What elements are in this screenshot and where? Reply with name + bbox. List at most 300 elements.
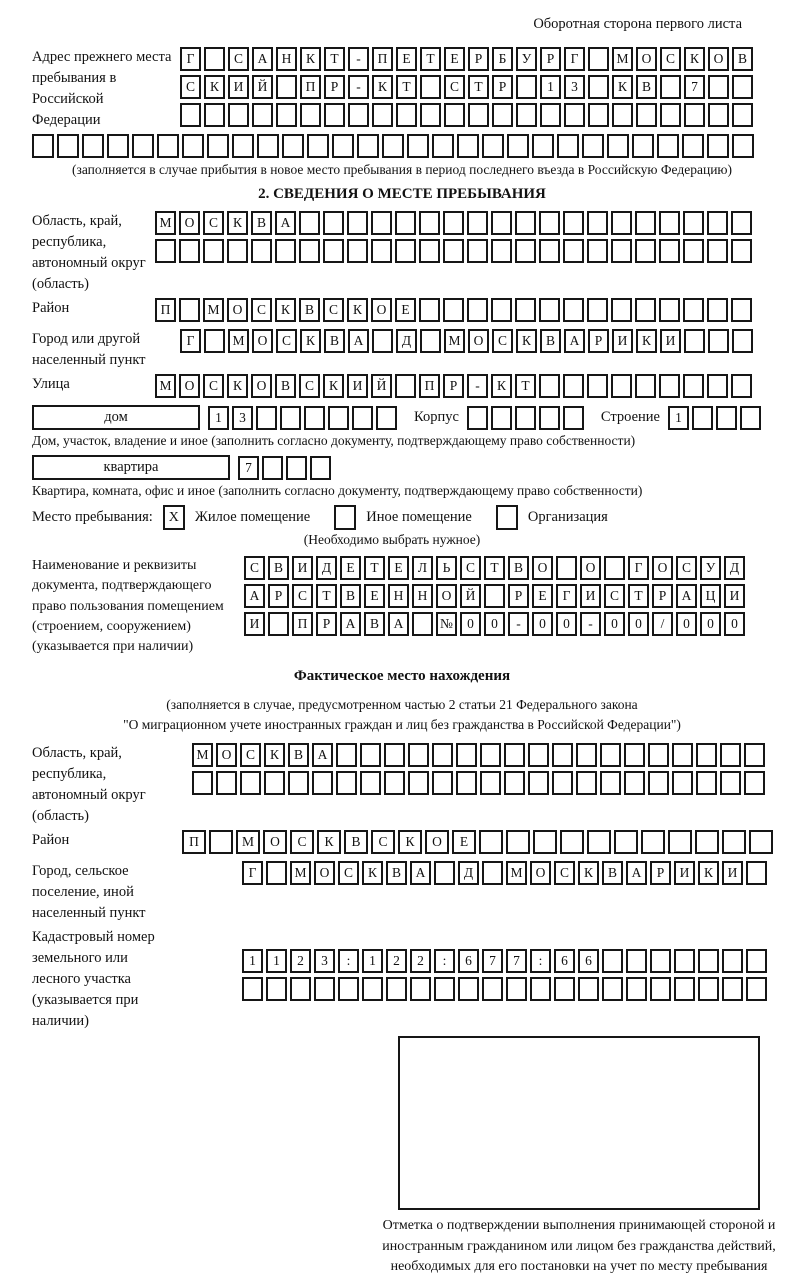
char-cell bbox=[240, 771, 261, 795]
char-cell bbox=[82, 134, 104, 158]
char-cell bbox=[607, 134, 629, 158]
gorod-field bbox=[32, 329, 772, 371]
char-cell bbox=[668, 830, 692, 854]
char-cell: М bbox=[236, 830, 260, 854]
char-cell: Р bbox=[443, 374, 464, 398]
char-cell bbox=[207, 134, 229, 158]
char-cell bbox=[467, 211, 488, 235]
char-cell bbox=[443, 239, 464, 263]
char-cell: В bbox=[732, 47, 753, 71]
char-cell bbox=[276, 75, 297, 99]
char-cell bbox=[587, 211, 608, 235]
char-cell bbox=[732, 103, 753, 127]
prev-address-grid-row-1 bbox=[180, 47, 772, 71]
section2-title: 2. СВЕДЕНИЯ О МЕСТЕ ПРЕБЫВАНИЯ bbox=[258, 186, 546, 203]
char-cell bbox=[371, 239, 392, 263]
char-cell bbox=[203, 239, 224, 263]
char-cell: К bbox=[362, 861, 383, 885]
char-cell bbox=[352, 406, 373, 430]
char-cell bbox=[312, 771, 333, 795]
char-cell: Р bbox=[492, 75, 513, 99]
char-cell: О bbox=[179, 374, 200, 398]
char-cell bbox=[132, 134, 154, 158]
char-cell: Т bbox=[316, 584, 337, 608]
char-cell: С bbox=[660, 47, 681, 71]
char-cell: О bbox=[530, 861, 551, 885]
char-cell bbox=[576, 771, 597, 795]
dom-row bbox=[32, 405, 772, 430]
char-cell bbox=[659, 298, 680, 322]
char-cell bbox=[467, 406, 488, 430]
char-cell bbox=[338, 977, 359, 1001]
char-cell: С bbox=[290, 830, 314, 854]
char-cell: 1 bbox=[266, 949, 287, 973]
char-cell bbox=[578, 977, 599, 1001]
char-cell: О bbox=[179, 211, 200, 235]
oblast-field bbox=[32, 211, 772, 295]
char-cell: К bbox=[372, 75, 393, 99]
char-cell bbox=[611, 211, 632, 235]
char-cell bbox=[684, 103, 705, 127]
char-cell bbox=[635, 211, 656, 235]
char-cell bbox=[347, 211, 368, 235]
char-cell bbox=[744, 743, 765, 767]
char-cell: 6 bbox=[458, 949, 479, 973]
char-cell: К bbox=[684, 47, 705, 71]
char-cell bbox=[443, 211, 464, 235]
char-cell: Д bbox=[458, 861, 479, 885]
char-cell bbox=[480, 771, 501, 795]
zhiloe-checkbox: X bbox=[163, 505, 185, 530]
char-cell bbox=[740, 406, 761, 430]
char-cell bbox=[432, 743, 453, 767]
char-cell: Е bbox=[340, 556, 361, 580]
stamp-caption: Отметка о подтверждении выполнения принимающей стороной и иностранным гражданином или лицом без гражданства действий, необходимых для его постановки на учет по месту пребывания bbox=[382, 1218, 776, 1274]
kvartira-grid bbox=[238, 456, 334, 480]
char-cell bbox=[612, 103, 633, 127]
char-cell: Б bbox=[492, 47, 513, 71]
char-cell bbox=[563, 374, 584, 398]
char-cell: П bbox=[292, 612, 313, 636]
char-cell: 0 bbox=[604, 612, 625, 636]
char-cell: 0 bbox=[628, 612, 649, 636]
kvartira-row bbox=[32, 455, 772, 480]
char-cell: Е bbox=[395, 298, 416, 322]
dom-grid bbox=[208, 406, 400, 430]
char-cell bbox=[491, 239, 512, 263]
char-cell: К bbox=[227, 374, 248, 398]
korpus-grid bbox=[467, 406, 587, 430]
char-cell bbox=[746, 949, 767, 973]
stroenie-label: Строение bbox=[600, 409, 660, 426]
char-cell bbox=[744, 771, 765, 795]
char-cell bbox=[324, 103, 345, 127]
char-cell bbox=[504, 743, 525, 767]
char-cell bbox=[600, 771, 621, 795]
ulitsa-field bbox=[32, 374, 772, 402]
char-cell: А bbox=[564, 329, 585, 353]
char-cell bbox=[491, 406, 512, 430]
char-cell: 0 bbox=[532, 612, 553, 636]
char-cell: И bbox=[228, 75, 249, 99]
kvartira-caption: Квартира, комната, офис и иное (заполнить согласно документу, подтверждающему право собственности) bbox=[32, 483, 643, 499]
char-cell bbox=[484, 584, 505, 608]
char-cell bbox=[408, 771, 429, 795]
char-cell bbox=[587, 239, 608, 263]
char-cell bbox=[587, 830, 611, 854]
char-cell bbox=[708, 75, 729, 99]
char-cell: Р bbox=[316, 612, 337, 636]
char-cell: К bbox=[398, 830, 422, 854]
char-cell bbox=[722, 949, 743, 973]
char-cell: Г bbox=[242, 861, 263, 885]
char-cell bbox=[515, 298, 536, 322]
dom-caption: Дом, участок, владение и иное (заполнить согласно документу, подтверждающему право собственности) bbox=[32, 433, 636, 449]
char-cell: В bbox=[540, 329, 561, 353]
char-cell bbox=[434, 977, 455, 1001]
char-cell bbox=[600, 743, 621, 767]
char-cell bbox=[626, 977, 647, 1001]
char-cell bbox=[376, 406, 397, 430]
char-cell bbox=[467, 239, 488, 263]
char-cell: 6 bbox=[578, 949, 599, 973]
char-cell bbox=[626, 949, 647, 973]
factual-raion-field bbox=[32, 830, 772, 858]
char-cell: Р bbox=[540, 47, 561, 71]
char-cell: К bbox=[227, 211, 248, 235]
char-cell: 3 bbox=[564, 75, 585, 99]
char-cell bbox=[300, 103, 321, 127]
char-cell bbox=[492, 103, 513, 127]
char-cell: В bbox=[602, 861, 623, 885]
char-cell bbox=[468, 103, 489, 127]
char-cell bbox=[458, 977, 479, 1001]
char-cell: 0 bbox=[676, 612, 697, 636]
char-cell bbox=[731, 239, 752, 263]
char-cell: Р bbox=[508, 584, 529, 608]
char-cell: : bbox=[338, 949, 359, 973]
char-cell: В bbox=[275, 374, 296, 398]
char-cell bbox=[539, 374, 560, 398]
char-cell: Т bbox=[420, 47, 441, 71]
document-label: Наименование и реквизиты документа, подтверждающего право пользования помещением (строением, сооружением) (указывается при наличии) bbox=[32, 558, 224, 655]
char-cell bbox=[648, 771, 669, 795]
char-cell: М bbox=[192, 743, 213, 767]
char-cell bbox=[504, 771, 525, 795]
char-cell: 1 bbox=[540, 75, 561, 99]
char-cell bbox=[482, 977, 503, 1001]
char-cell: С bbox=[251, 298, 272, 322]
char-cell: В bbox=[299, 298, 320, 322]
organizatsiya-label: Организация bbox=[527, 509, 608, 526]
char-cell: А bbox=[244, 584, 265, 608]
char-cell: - bbox=[348, 47, 369, 71]
char-cell bbox=[362, 977, 383, 1001]
char-cell: 7 bbox=[238, 456, 259, 480]
char-cell: К bbox=[300, 329, 321, 353]
factual-kadastr-grid-row-1 bbox=[242, 949, 772, 973]
char-cell: Д bbox=[724, 556, 745, 580]
char-cell: А bbox=[340, 612, 361, 636]
char-cell bbox=[456, 771, 477, 795]
prev-address-grid-row-4 bbox=[32, 134, 772, 158]
stamp-area bbox=[398, 1036, 760, 1210]
char-cell: Е bbox=[364, 584, 385, 608]
char-cell bbox=[395, 239, 416, 263]
char-cell bbox=[467, 298, 488, 322]
char-cell bbox=[683, 211, 704, 235]
char-cell bbox=[251, 239, 272, 263]
char-cell bbox=[683, 298, 704, 322]
char-cell bbox=[232, 134, 254, 158]
char-cell: 2 bbox=[290, 949, 311, 973]
prev-address-label: Адрес прежнего места пребывания в Российской Федерации bbox=[32, 49, 172, 129]
char-cell: 3 bbox=[314, 949, 335, 973]
char-cell bbox=[257, 134, 279, 158]
char-cell: К bbox=[578, 861, 599, 885]
char-cell bbox=[614, 830, 638, 854]
char-cell: У bbox=[516, 47, 537, 71]
char-cell: С bbox=[371, 830, 395, 854]
char-cell bbox=[419, 239, 440, 263]
char-cell bbox=[560, 830, 584, 854]
char-cell: Т bbox=[396, 75, 417, 99]
char-cell: Ц bbox=[700, 584, 721, 608]
char-cell bbox=[304, 406, 325, 430]
char-cell: П bbox=[182, 830, 206, 854]
char-cell bbox=[204, 329, 225, 353]
char-cell bbox=[746, 977, 767, 1001]
char-cell bbox=[707, 374, 728, 398]
char-cell bbox=[328, 406, 349, 430]
char-cell bbox=[515, 211, 536, 235]
char-cell bbox=[576, 743, 597, 767]
char-cell bbox=[552, 771, 573, 795]
char-cell: № bbox=[436, 612, 457, 636]
char-cell: К bbox=[317, 830, 341, 854]
char-cell bbox=[182, 134, 204, 158]
header-note: Оборотная сторона первого листа bbox=[533, 16, 742, 32]
char-cell: С bbox=[338, 861, 359, 885]
char-cell: О bbox=[227, 298, 248, 322]
char-cell: О bbox=[314, 861, 335, 885]
char-cell bbox=[624, 771, 645, 795]
document-grid-row-1 bbox=[244, 556, 772, 580]
char-cell: О bbox=[251, 374, 272, 398]
char-cell bbox=[290, 977, 311, 1001]
char-cell: Е bbox=[532, 584, 553, 608]
char-cell: 0 bbox=[556, 612, 577, 636]
char-cell: - bbox=[348, 75, 369, 99]
char-cell: О bbox=[468, 329, 489, 353]
char-cell bbox=[216, 771, 237, 795]
char-cell: А bbox=[252, 47, 273, 71]
char-cell bbox=[443, 298, 464, 322]
ulitsa-label: Улица bbox=[32, 376, 70, 393]
char-cell bbox=[419, 211, 440, 235]
char-cell bbox=[457, 134, 479, 158]
char-cell bbox=[564, 103, 585, 127]
char-cell: М bbox=[506, 861, 527, 885]
char-cell: К bbox=[612, 75, 633, 99]
char-cell bbox=[582, 134, 604, 158]
char-cell: Т bbox=[628, 584, 649, 608]
factual-note bbox=[32, 695, 772, 736]
char-cell bbox=[539, 298, 560, 322]
char-cell: М bbox=[290, 861, 311, 885]
char-cell bbox=[314, 977, 335, 1001]
char-cell: К bbox=[204, 75, 225, 99]
char-cell: И bbox=[244, 612, 265, 636]
char-cell bbox=[611, 374, 632, 398]
char-cell: С bbox=[676, 556, 697, 580]
char-cell: С bbox=[203, 211, 224, 235]
char-cell bbox=[228, 103, 249, 127]
char-cell bbox=[482, 861, 503, 885]
char-cell bbox=[672, 771, 693, 795]
char-cell bbox=[410, 977, 431, 1001]
char-cell: О bbox=[652, 556, 673, 580]
oblast-label: Область, край, республика, автономный округ (область) bbox=[32, 213, 146, 293]
factual-note-line-2: "О миграционном учете иностранных граждан и лиц без гражданства в Российской Федерации") bbox=[123, 716, 681, 732]
char-cell: И bbox=[612, 329, 633, 353]
factual-note-line-1: (заполняется в случае, предусмотренном частью 2 статьи 21 Федерального закона bbox=[166, 696, 638, 712]
char-cell bbox=[396, 103, 417, 127]
char-cell: С bbox=[203, 374, 224, 398]
char-cell: Г bbox=[556, 584, 577, 608]
char-cell bbox=[408, 743, 429, 767]
char-cell: М bbox=[444, 329, 465, 353]
factual-kadastr-field bbox=[32, 927, 772, 1032]
char-cell bbox=[682, 134, 704, 158]
char-cell: О bbox=[216, 743, 237, 767]
char-cell bbox=[276, 103, 297, 127]
char-cell bbox=[227, 239, 248, 263]
char-cell bbox=[360, 771, 381, 795]
factual-raion-label: Район bbox=[32, 832, 70, 849]
char-cell bbox=[588, 103, 609, 127]
char-cell: В bbox=[268, 556, 289, 580]
char-cell: 2 bbox=[386, 949, 407, 973]
char-cell bbox=[587, 374, 608, 398]
char-cell: В bbox=[288, 743, 309, 767]
char-cell bbox=[684, 329, 705, 353]
char-cell: П bbox=[155, 298, 176, 322]
char-cell bbox=[528, 771, 549, 795]
mesto-prebyvaniya-row bbox=[32, 505, 772, 530]
char-cell: И bbox=[724, 584, 745, 608]
factual-title: Фактическое место нахождения bbox=[293, 667, 511, 684]
char-cell: Р bbox=[324, 75, 345, 99]
char-cell bbox=[732, 329, 753, 353]
char-cell bbox=[624, 743, 645, 767]
char-cell: В bbox=[386, 861, 407, 885]
char-cell bbox=[432, 134, 454, 158]
char-cell bbox=[268, 612, 289, 636]
char-cell bbox=[720, 743, 741, 767]
char-cell bbox=[650, 977, 671, 1001]
char-cell: К bbox=[516, 329, 537, 353]
char-cell: П bbox=[372, 47, 393, 71]
char-cell bbox=[707, 298, 728, 322]
char-cell: Р bbox=[650, 861, 671, 885]
char-cell: О bbox=[708, 47, 729, 71]
char-cell: Ь bbox=[436, 556, 457, 580]
char-cell bbox=[266, 861, 287, 885]
factual-gorod-label: Город, сельское поселение, иной населенный пункт bbox=[32, 863, 146, 922]
char-cell: С bbox=[323, 298, 344, 322]
char-cell: 2 bbox=[410, 949, 431, 973]
char-cell: М bbox=[203, 298, 224, 322]
document-grid-row-2 bbox=[244, 584, 772, 608]
char-cell bbox=[588, 47, 609, 71]
char-cell bbox=[516, 103, 537, 127]
char-cell: Г bbox=[180, 329, 201, 353]
korpus-label: Корпус bbox=[414, 409, 459, 426]
char-cell: К bbox=[636, 329, 657, 353]
char-cell bbox=[657, 134, 679, 158]
char-cell bbox=[539, 211, 560, 235]
char-cell bbox=[242, 977, 263, 1001]
char-cell bbox=[323, 211, 344, 235]
char-cell bbox=[533, 830, 557, 854]
char-cell bbox=[107, 134, 129, 158]
char-cell: 0 bbox=[724, 612, 745, 636]
char-cell: И bbox=[292, 556, 313, 580]
char-cell: 0 bbox=[460, 612, 481, 636]
char-cell: О bbox=[580, 556, 601, 580]
char-cell bbox=[456, 743, 477, 767]
char-cell: 1 bbox=[668, 406, 689, 430]
char-cell bbox=[384, 771, 405, 795]
inoe-checkbox bbox=[334, 505, 356, 530]
char-cell: И bbox=[722, 861, 743, 885]
ulitsa-grid-row bbox=[155, 374, 755, 398]
char-cell bbox=[530, 977, 551, 1001]
char-cell bbox=[563, 239, 584, 263]
char-cell bbox=[204, 47, 225, 71]
char-cell bbox=[722, 977, 743, 1001]
char-cell bbox=[482, 134, 504, 158]
char-cell: П bbox=[419, 374, 440, 398]
char-cell bbox=[332, 134, 354, 158]
char-cell bbox=[556, 556, 577, 580]
char-cell bbox=[307, 134, 329, 158]
char-cell: Д bbox=[396, 329, 417, 353]
char-cell: В bbox=[324, 329, 345, 353]
char-cell bbox=[587, 298, 608, 322]
char-cell bbox=[204, 103, 225, 127]
char-cell: М bbox=[612, 47, 633, 71]
char-cell: С bbox=[492, 329, 513, 353]
char-cell bbox=[683, 239, 704, 263]
char-cell bbox=[395, 374, 416, 398]
char-cell bbox=[347, 239, 368, 263]
char-cell bbox=[299, 211, 320, 235]
document-field bbox=[32, 556, 772, 657]
char-cell bbox=[157, 134, 179, 158]
char-cell: К bbox=[698, 861, 719, 885]
char-cell bbox=[532, 134, 554, 158]
char-cell bbox=[698, 949, 719, 973]
char-cell: Т bbox=[324, 47, 345, 71]
char-cell: - bbox=[580, 612, 601, 636]
char-cell bbox=[506, 830, 530, 854]
char-cell bbox=[491, 211, 512, 235]
char-cell bbox=[635, 239, 656, 263]
char-cell bbox=[480, 743, 501, 767]
char-cell bbox=[275, 239, 296, 263]
